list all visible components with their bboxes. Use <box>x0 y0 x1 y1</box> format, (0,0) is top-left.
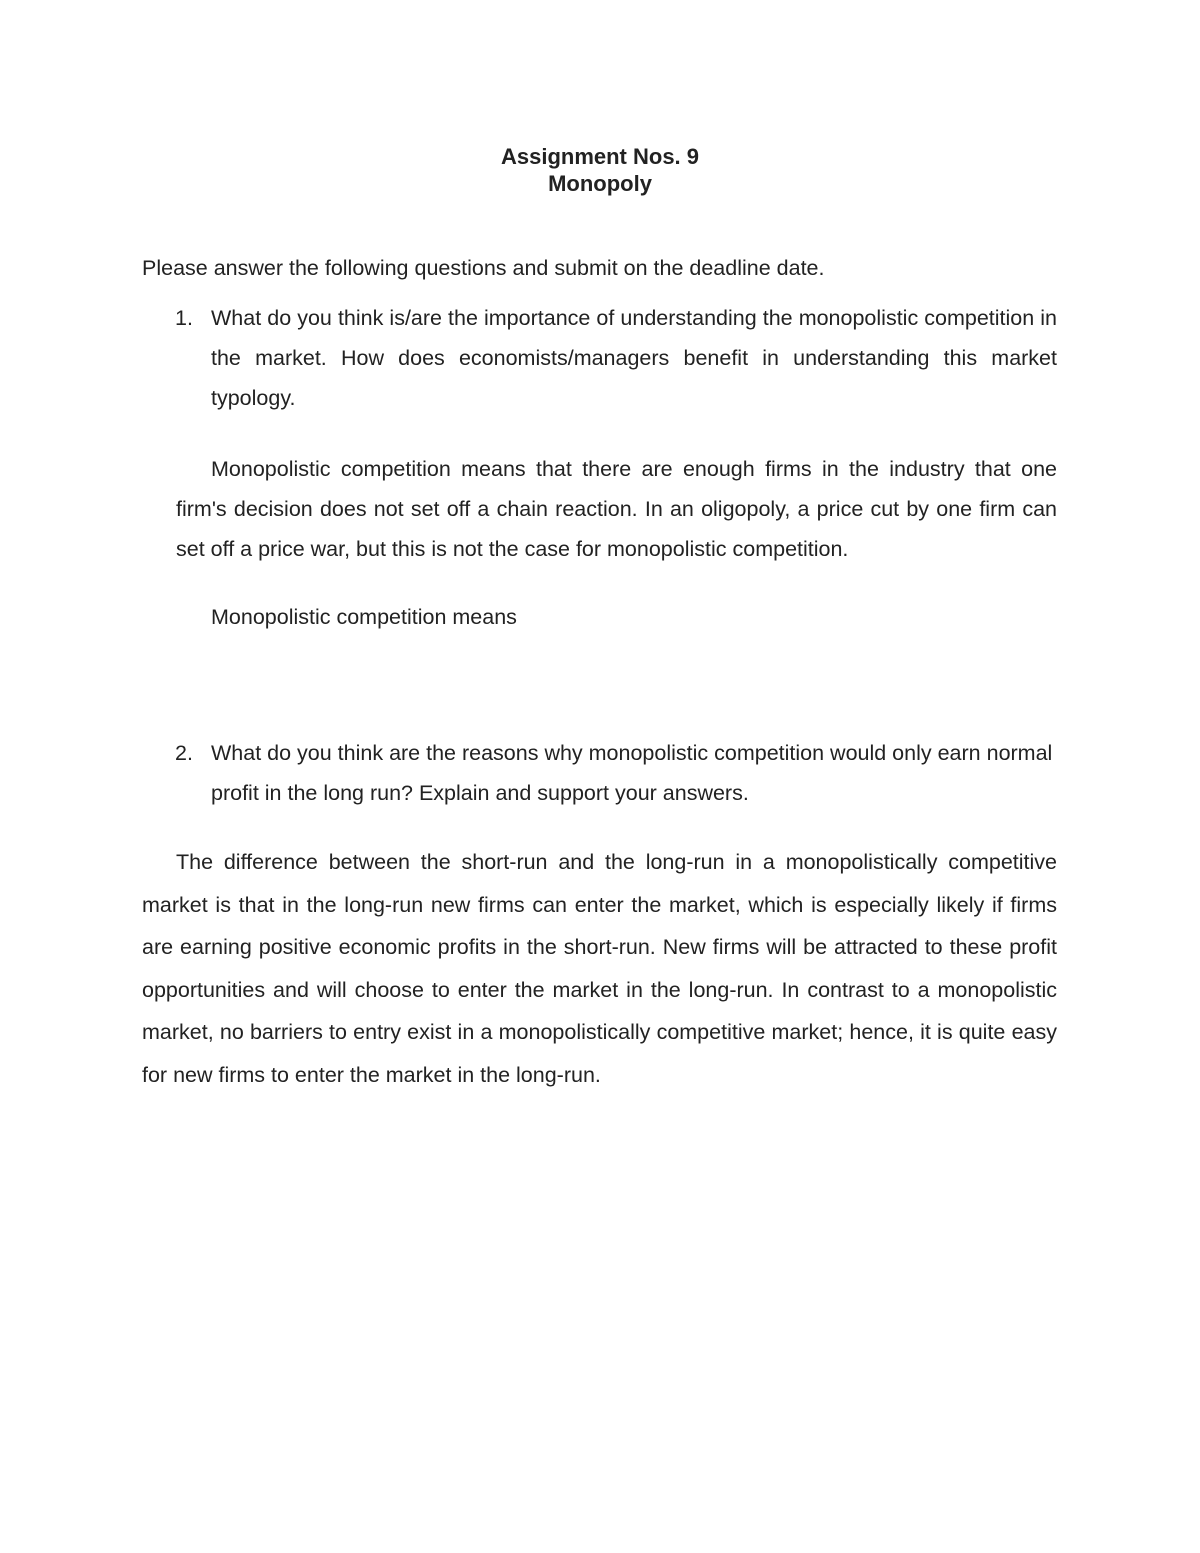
question-2-text: What do you think are the reasons why monopolistic competition would only earn normal profit in the long run? Explain and support your answers. <box>211 741 1053 805</box>
answer-1-extra: Monopolistic competition means <box>211 605 517 629</box>
question-1-text: What do you think is/are the importance of understanding the monopolistic competition in the market. How does economists/managers benefit in understanding this market typology. <box>211 306 1057 410</box>
question-2-number: 2. <box>175 741 193 765</box>
document-title: Assignment Nos. 9 <box>500 144 700 169</box>
question-1-number: 1. <box>175 306 193 330</box>
answer-1-paragraph: Monopolistic competition means that there are enough firms in the industry that one firm's decision does not set off a chain reaction. In an oligopoly, a price cut by one firm can set off a price war, but this is not the case for monopolistic competition. <box>176 457 1057 561</box>
document-subtitle: Monopoly <box>548 171 652 196</box>
instructions-text: Please answer the following questions and submit on the deadline date. <box>142 256 825 280</box>
answer-2-paragraph: The difference between the short-run and the long-run in a monopolistically competitive market is that in the long-run new firms can enter the market, which is especially likely if firms are earning positive economic profits in the short-run. New firms will be attracted to these profit opportunities and will choose to enter the market in the long-run. In contrast to a monopolistic market, no barriers to entry exist in a monopolistically competitive market; hence, it is quite easy for new firms to enter the market in the long-run. <box>142 850 1057 1087</box>
